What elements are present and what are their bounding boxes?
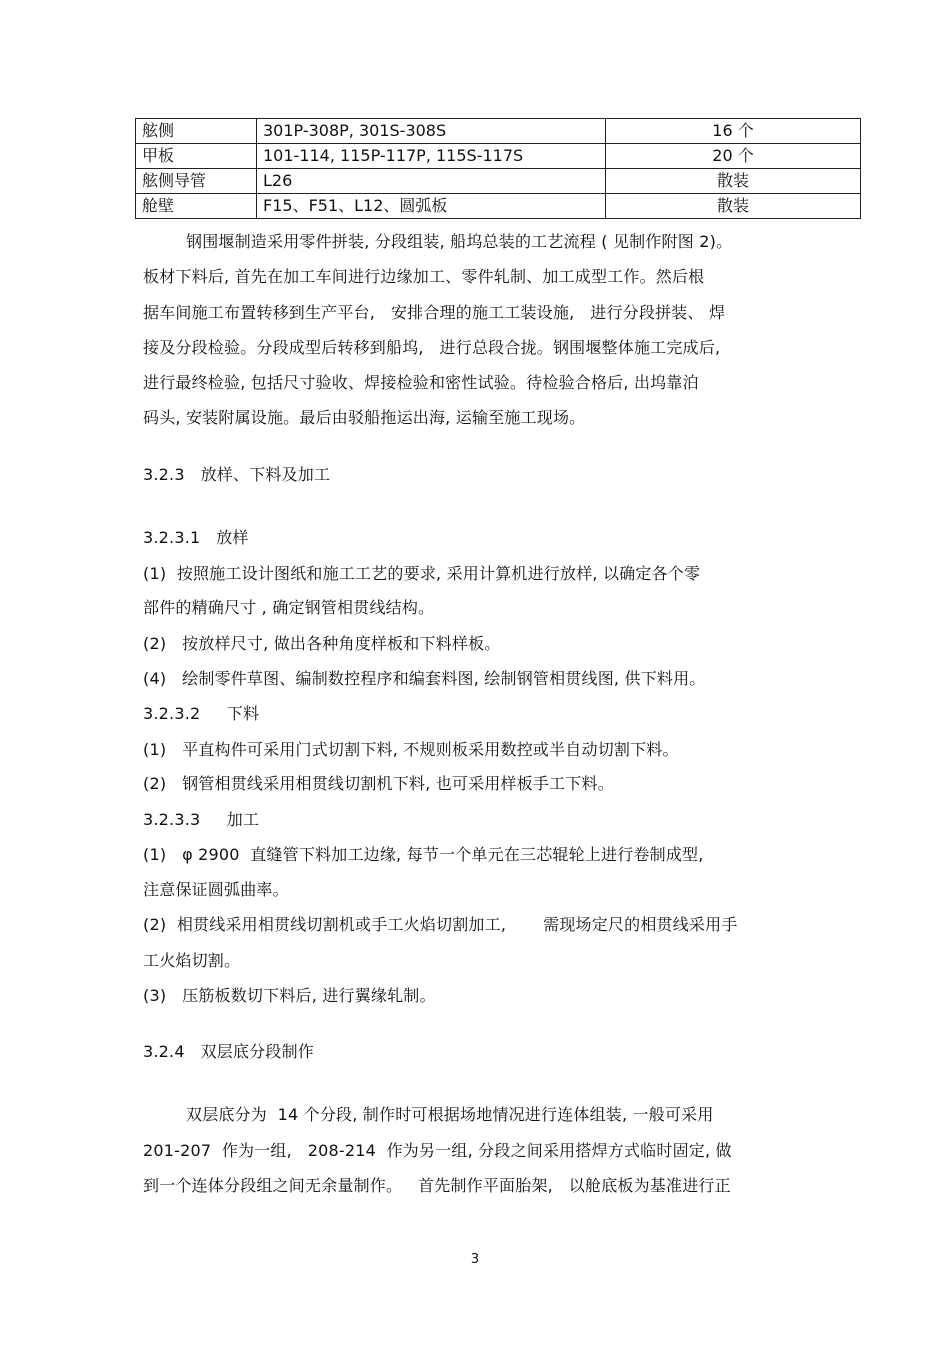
text-line: 工火焰切割。 [143, 951, 241, 970]
page-number: 3 [470, 1252, 480, 1267]
subsection-heading: 3.2.3.2 下料 [143, 704, 260, 723]
table-cell-ids: 101-114, 115P-117P, 115S-117S [257, 144, 606, 169]
table-cell-part: 甲板 [136, 144, 257, 169]
text-line: (2) 钢管相贯线采用相贯线切割机下料, 也可采用样板手工下料。 [143, 774, 614, 793]
section-heading: 3.2.4 双层底分段制作 [143, 1042, 314, 1061]
text-line: 据车间施工布置转移到生产平台, 安排合理的施工工装设施, 进行分段拼装、 焊 [143, 303, 726, 322]
text-line: 接及分段检验。分段成型后转移到船坞, 进行总段合拢。钢围堰整体施工完成后, [143, 338, 721, 357]
text-line: (1) 按照施工设计图纸和施工工艺的要求, 采用计算机进行放样, 以确定各个零 [143, 564, 701, 583]
text-line: (1) 平直构件可采用门式切割下料, 不规则板采用数控或半自动切割下料。 [143, 740, 679, 759]
text-line: (2) 按放样尺寸, 做出各种角度样板和下料样板。 [143, 634, 501, 653]
table-cell-count: 散装 [606, 169, 861, 194]
subsection-heading: 3.2.3.3 加工 [143, 810, 260, 829]
text-line: (4) 绘制零件草图、编制数控程序和编套料图, 绘制钢管相贯线图, 供下料用。 [143, 669, 706, 688]
text-line: 钢围堰制造采用零件拼装, 分段组装, 船坞总装的工艺流程 ( 见制作附图 2)。 [186, 232, 733, 251]
table-row [136, 144, 861, 169]
text-line: (3) 压筋板数切下料后, 进行翼缘轧制。 [143, 986, 436, 1005]
table-row [136, 169, 861, 194]
text-line: 码头, 安装附属设施。最后由驳船拖运出海, 运输至施工现场。 [143, 408, 586, 427]
table-row [136, 194, 861, 219]
text-line: 进行最终检验, 包括尺寸验收、焊接检验和密性试验。待检验合格后, 出坞靠泊 [143, 373, 699, 392]
subsection-heading: 3.2.3.1 放样 [143, 528, 249, 547]
parts-table [135, 118, 861, 219]
text-line: (1) φ 2900 直缝管下料加工边缘, 每节一个单元在三芯辊轮上进行卷制成型, [143, 845, 704, 864]
table-cell-count: 散装 [606, 194, 861, 219]
text-line: (2) 相贯线采用相贯线切割机或手工火焰切割加工, 需现场定尺的相贯线采用手 [143, 915, 738, 934]
text-line: 双层底分为 14 个分段, 制作时可根据场地情况进行连体组装, 一般可采用 [186, 1105, 714, 1124]
table-cell-count: 16 个 [606, 119, 861, 144]
table-cell-part: 舷侧 [136, 119, 257, 144]
text-line: 板材下料后, 首先在加工车间进行边缘加工、零件轧制、加工成型工作。然后根 [143, 267, 705, 286]
section-heading: 3.2.3 放样、下料及加工 [143, 465, 331, 484]
table-cell-part: 舱壁 [136, 194, 257, 219]
text-line: 到一个连体分段组之间无余量制作。 首先制作平面胎架, 以舱底板为基准进行正 [143, 1176, 731, 1195]
table-row [136, 119, 861, 144]
table-cell-part: 舷侧导管 [136, 169, 257, 194]
table-cell-ids: L26 [257, 169, 606, 194]
text-line: 部件的精确尺寸 , 确定钢管相贯线结构。 [143, 598, 435, 617]
table-cell-ids: 301P-308P, 301S-308S [257, 119, 606, 144]
table-cell-ids: F15、F51、L12、圆弧板 [257, 194, 606, 219]
table-cell-count: 20 个 [606, 144, 861, 169]
text-line: 201-207 作为一组, 208-214 作为另一组, 分段之间采用搭焊方式临时固定, 做 [143, 1141, 732, 1160]
text-line: 注意保证圆弧曲率。 [143, 880, 289, 899]
